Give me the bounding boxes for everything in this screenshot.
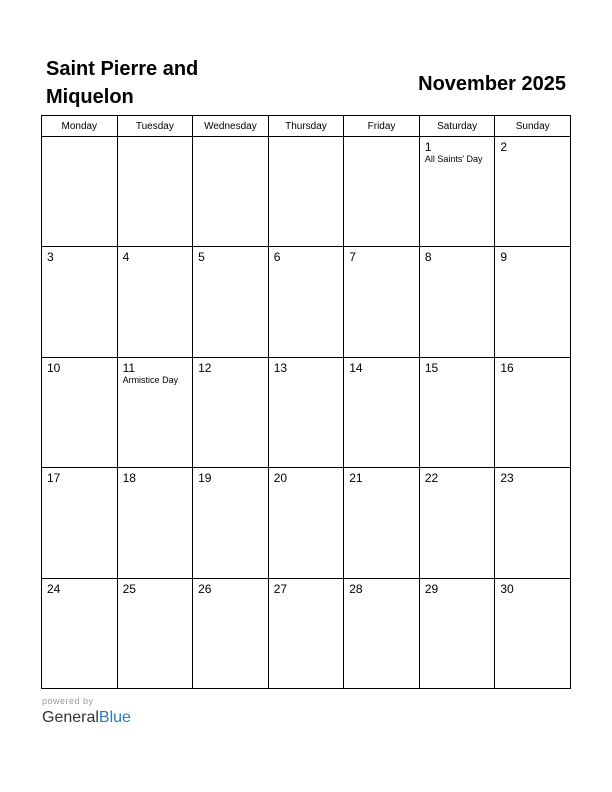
day-number: 24 — [47, 581, 61, 596]
day-number: 10 — [47, 360, 61, 375]
day-number: 27 — [273, 581, 288, 596]
week-row — [42, 247, 571, 357]
day-cell — [495, 357, 571, 467]
day-number: 12 — [198, 360, 212, 375]
day-cell — [193, 247, 269, 357]
day-number: 30 — [500, 581, 514, 596]
day-number: 5 — [198, 250, 205, 265]
day-cell — [42, 137, 118, 247]
day-cell — [193, 357, 269, 467]
day-number: 17 — [47, 471, 61, 486]
day-number: 23 — [500, 471, 514, 486]
day-number: 4 — [122, 250, 130, 265]
weekday-header: Monday — [42, 116, 118, 137]
day-cell — [42, 357, 118, 467]
day-cell — [419, 137, 495, 247]
day-cell — [268, 357, 344, 467]
day-number: 20 — [273, 471, 288, 486]
day-cell — [419, 578, 495, 688]
day-number: 6 — [273, 250, 281, 265]
day-cell — [268, 468, 344, 578]
day-cell — [193, 137, 269, 247]
day-cell — [268, 137, 344, 247]
day-cell — [117, 247, 193, 357]
week-row — [42, 468, 571, 578]
month-title: November 2025 — [418, 73, 566, 95]
week-row — [42, 357, 571, 467]
day-cell — [344, 247, 420, 357]
brand-text-general: General — [42, 709, 99, 726]
day-cell — [268, 578, 344, 688]
day-number: 16 — [500, 360, 514, 375]
day-cell — [419, 357, 495, 467]
day-cell — [193, 468, 269, 578]
day-cell — [419, 247, 495, 357]
day-cell — [344, 578, 420, 688]
week-row — [42, 578, 571, 688]
day-number: 28 — [349, 581, 363, 596]
day-cell — [419, 468, 495, 578]
day-number — [193, 137, 268, 140]
holiday-label: All Saints' Day — [424, 154, 483, 164]
day-number — [344, 137, 419, 140]
day-cell — [117, 468, 193, 578]
day-number — [42, 137, 117, 140]
weekday-header: Thursday — [268, 116, 344, 137]
calendar-grid — [41, 115, 571, 689]
weekday-header: Tuesday — [117, 116, 193, 137]
powered-by-text: powered by — [42, 696, 94, 706]
day-cell — [193, 578, 269, 688]
day-cell — [42, 578, 118, 688]
day-cell — [117, 578, 193, 688]
day-number — [269, 137, 344, 140]
day-number: 22 — [424, 471, 439, 486]
footer-branding — [42, 696, 131, 728]
region-title: Saint Pierre and Miquelon — [46, 58, 199, 108]
brand-text-blue: Blue — [98, 709, 131, 726]
day-number: 11 — [122, 360, 136, 375]
day-number: 8 — [424, 250, 432, 265]
weekday-header: Wednesday — [193, 116, 269, 137]
day-number: 14 — [349, 360, 363, 375]
day-number: 13 — [273, 360, 288, 375]
weekday-header: Saturday — [419, 116, 495, 137]
day-cell — [495, 468, 571, 578]
day-number: 7 — [349, 250, 356, 265]
day-number: 3 — [47, 250, 54, 265]
day-cell — [495, 137, 571, 247]
day-cell — [117, 137, 193, 247]
day-number: 25 — [122, 581, 136, 596]
weekday-header: Sunday — [495, 116, 571, 137]
weekday-header-row — [42, 116, 571, 137]
day-cell — [268, 247, 344, 357]
day-number: 2 — [500, 140, 508, 154]
day-cell — [117, 357, 193, 467]
week-row — [42, 137, 571, 247]
day-cell — [344, 468, 420, 578]
day-number: 26 — [198, 581, 212, 596]
day-cell — [344, 137, 420, 247]
day-number: 15 — [424, 360, 439, 375]
weekday-header: Friday — [344, 116, 420, 137]
day-cell — [495, 247, 571, 357]
day-number: 18 — [122, 471, 136, 486]
day-cell — [42, 468, 118, 578]
generalblue-logo[interactable] — [42, 708, 131, 728]
day-number: 19 — [198, 471, 212, 486]
day-cell — [42, 247, 118, 357]
day-number: 29 — [424, 581, 439, 596]
day-number: 1 — [424, 140, 432, 154]
day-number — [118, 137, 193, 140]
day-cell — [495, 578, 571, 688]
day-number: 21 — [349, 471, 363, 486]
day-cell — [344, 357, 420, 467]
holiday-label: Armistice Day — [122, 374, 179, 385]
day-number: 9 — [500, 250, 508, 265]
